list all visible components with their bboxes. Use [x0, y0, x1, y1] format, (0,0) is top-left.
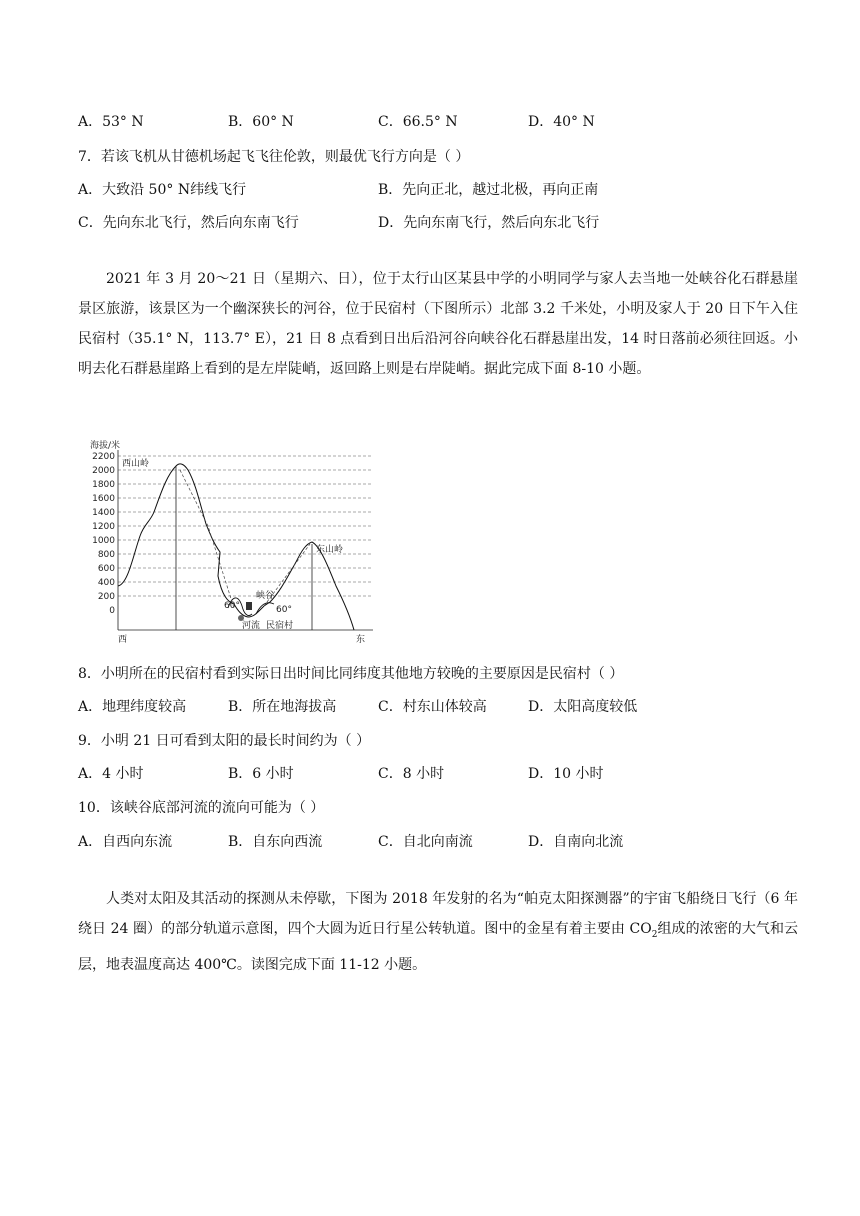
q8-option-c: C．村东山体较高 [378, 699, 487, 715]
passage-1 [78, 264, 798, 384]
passage-2-part1: 人类对太阳及其活动的探测从未停歇，下图为 2018 年发射的名为“帕克太阳探测器”的宇宙飞船绕日飞行（6 年绕日 24 圈）的部分轨道示意图，四个大圆为近日行星公转轨道。图中的金星有着主要由 CO [78, 891, 798, 937]
q8-option-a: A．地理纬度较高 [78, 699, 187, 715]
y-tick-1800: 1800 [92, 480, 115, 490]
y-tick-800: 800 [97, 550, 115, 560]
east-label: 东 [356, 635, 366, 645]
west-peak-label: 西山岭 [122, 459, 150, 469]
elevation-profile-figure [88, 436, 388, 650]
gridlines [118, 456, 373, 596]
y-tick-1000: 1000 [92, 536, 115, 546]
village-marker [246, 602, 252, 610]
y-tick-1600: 1600 [92, 494, 115, 504]
q9-option-b: B．6 小时 [228, 766, 294, 782]
q6-option-a: A．53° N [78, 114, 144, 130]
q6-option-d: D．40° N [528, 114, 595, 130]
y-tick-600: 600 [97, 564, 115, 574]
y-tick-1400: 1400 [92, 508, 115, 518]
q6-option-b: B．60° N [228, 114, 294, 130]
y-axis-title: 海拔/米 [90, 441, 121, 451]
y-tick-2200: 2200 [92, 452, 115, 462]
q10-option-d: D．自南向北流 [528, 834, 624, 850]
y-tick-0: 0 [109, 606, 115, 616]
q10-option-c: C．自北向南流 [378, 834, 473, 850]
q9-option-c: C．8 小时 [378, 766, 445, 782]
west-label: 西 [118, 635, 128, 645]
y-tick-200: 200 [97, 592, 115, 602]
q7-option-b: B．先向正北，越过北极，再向正南 [378, 182, 599, 198]
q8-stem: 8．小明所在的民宿村看到实际日出时间比同纬度其他地方较晚的主要原因是民宿村（ ） [78, 666, 624, 682]
y-tick-2000: 2000 [92, 466, 115, 476]
q7-option-a: A．大致沿 50° N纬线飞行 [78, 182, 247, 198]
passage-1-text: 2021 年 3 月 20～21 日（星期六、日），位于太行山区某县中学的小明同学与家人去当地一处峡谷化石群悬崖景区旅游，该景区为一个幽深狭长的河谷，位于民宿村（下图所示）北部 3.2 千米处，小明及家人于 20 日下午入住民宿村（35.1° N，113.7° E），21 日 8 点看到日出后沿河谷向峡谷化石群悬崖出发，14 时日落前必须往回返。小明去化石群悬崖路上看到的是左岸陡峭，返回路上则是右岸陡峭。据此完成下面 8-10 小题。 [78, 271, 798, 377]
passage-2-part2: 组成的浓密的大气和云层，地表温度高达 400℃。读图完成下面 11-12 小题。 [78, 921, 799, 973]
gorge-label: 峡谷 [256, 591, 275, 601]
q8-option-b: B．所在地海拔高 [228, 699, 337, 715]
q10-option-a: A．自西向东流 [78, 834, 173, 850]
q7-option-c: C．先向东北飞行，然后向东南飞行 [78, 215, 299, 231]
q10-option-b: B．自东向西流 [228, 834, 323, 850]
q9-option-a: A．4 小时 [78, 766, 144, 782]
angle-right-label: 60° [276, 605, 292, 615]
y-tick-1200: 1200 [92, 522, 115, 532]
passage-2 [78, 884, 798, 980]
river-label: 河流 [242, 621, 261, 631]
y-tick-400: 400 [97, 578, 115, 588]
passage-2-sub: 2 [651, 929, 658, 940]
q8-option-d: D．太阳高度较低 [528, 699, 638, 715]
q7-stem: 7．若该飞机从甘德机场起飞飞往伦敦，则最优飞行方向是（ ） [78, 149, 470, 165]
q9-stem: 9．小明 21 日可看到太阳的最长时间约为（ ） [78, 733, 371, 749]
q7-option-d: D．先向东南飞行，然后向东北飞行 [378, 215, 600, 231]
q10-stem: 10．该峡谷底部河流的流向可能为（ ） [78, 800, 325, 816]
east-peak-label: 东山岭 [316, 545, 344, 555]
angle-left-label: 60° [224, 601, 240, 611]
village-label: 民宿村 [266, 621, 294, 631]
q6-option-c: C．66.5° N [378, 114, 458, 130]
q9-option-d: D．10 小时 [528, 766, 604, 782]
